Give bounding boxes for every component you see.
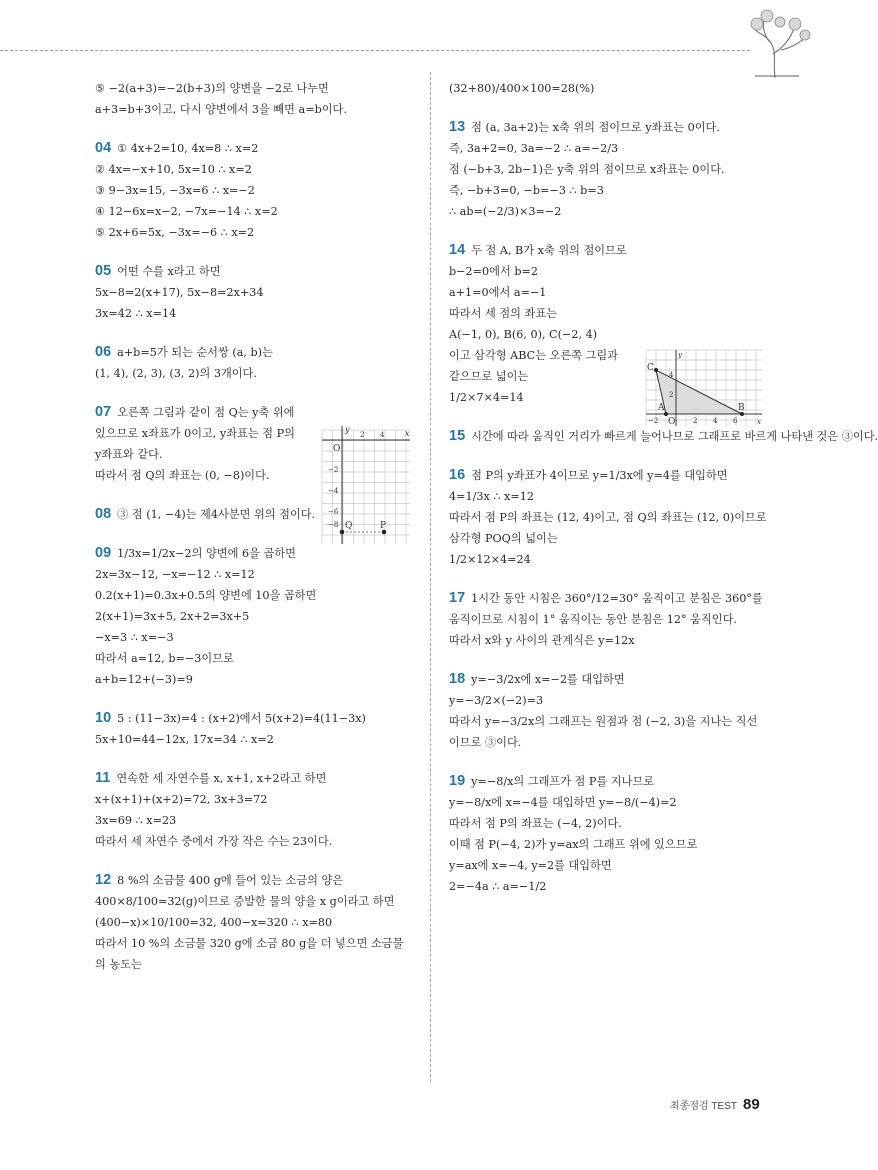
solution-line	[95, 138, 415, 159]
y-axis-label: y	[345, 425, 350, 434]
solution-text: a+1=0에서 a=−1	[449, 286, 547, 299]
solution-text: y=−3/2×(−2)=3	[449, 694, 544, 707]
solution-line	[449, 138, 767, 159]
problem-number: 06	[95, 344, 112, 360]
solution-line	[95, 342, 415, 363]
solution-line	[449, 507, 767, 549]
solution-line	[449, 366, 639, 387]
solution-line	[95, 261, 415, 282]
solution-text: 8 %의 소금물 400 g에 들어 있는 소금의 양은	[117, 874, 344, 887]
problem-number: 04	[95, 140, 112, 156]
problem-number: 09	[95, 545, 112, 561]
solution-text: ④ 12−6x=x−2, −7x=−14 ∴ x=2	[95, 205, 278, 218]
column-divider	[430, 72, 431, 1082]
solution-text: ③ 9−3x=15, −3x=6 ∴ x=−2	[95, 184, 255, 197]
solution-line	[449, 426, 878, 447]
solution-line	[95, 465, 313, 486]
problem-block	[95, 261, 415, 324]
solution-text: 의 농도는	[95, 958, 142, 971]
problem-number: 19	[449, 773, 466, 789]
solution-line	[95, 543, 415, 564]
solution-line	[95, 585, 415, 606]
problem-block	[95, 708, 415, 750]
solution-line	[449, 345, 639, 366]
solution-text: a+b=12+(−3)=9	[95, 673, 193, 686]
solution-line	[449, 486, 767, 507]
problem-number: 07	[95, 404, 112, 420]
solution-line	[95, 669, 415, 690]
solution-line	[449, 813, 767, 834]
solution-line	[449, 159, 767, 180]
solution-text: 시간에 따라 움직인 거리가 빠르게 늘어나므로 그래프로 바르게 나타낸 것은 ③이다.	[471, 430, 878, 443]
solution-text: 1/2×12×4=24	[449, 553, 531, 566]
problem-number: 18	[449, 671, 466, 687]
figure-07-coordinate-grid	[320, 424, 412, 546]
solution-text: 따라서 x와 y 사이의 관계식은 y=12x	[449, 634, 635, 647]
problem-block	[449, 465, 767, 570]
x-tick-label: 4	[713, 417, 718, 425]
solution-line	[95, 222, 415, 243]
solution-line	[449, 324, 639, 345]
problem-number: 10	[95, 710, 112, 726]
solution-text: 따라서 세 자연수 중에서 가장 작은 수는 23이다.	[95, 835, 333, 848]
solution-text: 점 (−b+3, 2b−1)은 y축 위의 점이므로 x좌표는 0이다.	[449, 163, 725, 176]
solution-text: 따라서 점 P의 좌표는 (−4, 2)이다.	[449, 817, 622, 830]
solution-line	[449, 876, 767, 897]
solution-text: (400−x)×10/100=32, 400−x=320 ∴ x=80	[95, 916, 333, 929]
solution-text: 점 P의 y좌표가 4이므로 y=1/3x에 y=4를 대입하면	[471, 469, 728, 482]
solution-text: 1/2×7×4=14	[449, 391, 524, 404]
problem-block	[449, 426, 878, 447]
problem-block	[449, 669, 767, 753]
problem-block	[95, 138, 415, 243]
solution-text: y좌표와 같다.	[95, 448, 163, 461]
problem-number: 17	[449, 590, 466, 606]
solution-line	[95, 444, 313, 465]
x-tick-label: 2	[693, 417, 698, 425]
solution-line	[449, 669, 767, 690]
solution-text: 따라서 a=12, b=−3이므로	[95, 652, 234, 665]
problem-block	[449, 771, 767, 897]
solution-text: 있으므로 x좌표가 0이고, y좌표는 점 P의	[95, 427, 295, 440]
y-axis-label: y	[678, 351, 682, 359]
solution-text: y=−3/2x에 x=−2를 대입하면	[471, 673, 625, 686]
solution-line	[95, 627, 415, 648]
solution-text: 2(x+1)=3x+5, 2x+2=3x+5	[95, 610, 250, 623]
solution-line	[95, 870, 415, 891]
solution-line	[95, 912, 415, 933]
solution-text: x+(x+1)+(x+2)=72, 3x+3=72	[95, 793, 268, 806]
solution-text: (32+80)/400×100=28(%)	[449, 82, 595, 95]
solution-line	[95, 159, 415, 180]
solution-text: 1/3x=1/2x−2의 양변에 6을 곱하면	[117, 547, 296, 560]
problem-number: 05	[95, 263, 112, 279]
problem-block	[449, 78, 767, 99]
solution-line	[449, 549, 767, 570]
solution-text: 이때 점 P(−4, 2)가 y=ax의 그래프 위에 있으므로	[449, 838, 698, 851]
solution-line	[95, 402, 313, 423]
solution-line	[449, 303, 639, 324]
solution-line	[95, 933, 415, 954]
solution-line	[95, 729, 415, 750]
problem-number: 13	[449, 119, 466, 135]
solution-text: 어떤 수를 x라고 하면	[117, 265, 221, 278]
solution-line	[95, 78, 415, 99]
solution-text: b−2=0에서 b=2	[449, 265, 538, 278]
page-footer	[670, 1096, 760, 1113]
solution-line	[95, 891, 415, 912]
problem-block	[95, 78, 415, 120]
x-tick-label: 4	[380, 431, 385, 439]
solution-text: 5x−8=2(x+17), 5x−8=2x+34	[95, 286, 264, 299]
solution-text: A(−1, 0), B(6, 0), C(−2, 4)	[449, 328, 598, 341]
y-tick-label: −8	[328, 521, 339, 529]
problem-block	[95, 402, 313, 486]
solution-line	[449, 690, 767, 711]
solution-text: 따라서 점 Q의 좌표는 (0, −8)이다.	[95, 469, 270, 482]
solution-line	[95, 708, 415, 729]
x-tick-label: −2	[648, 417, 659, 425]
solution-line	[449, 78, 767, 99]
solution-line	[95, 810, 415, 831]
point-b-label: B	[738, 403, 745, 413]
solution-line	[95, 423, 313, 444]
solution-line	[449, 630, 767, 651]
point-q-label: Q	[345, 521, 353, 531]
solution-line	[449, 588, 767, 630]
header-rule	[0, 50, 750, 51]
solution-text: y=ax에 x=−4, y=2를 대입하면	[449, 859, 612, 872]
problem-number: 16	[449, 467, 466, 483]
problem-block	[95, 768, 415, 852]
solution-line	[95, 789, 415, 810]
solution-text: 5 : (11−3x)=4 : (x+2)에서 5(x+2)=4(11−3x)	[117, 712, 366, 725]
point-q-marker	[340, 530, 345, 535]
solution-text: ③ 점 (1, −4)는 제4사분면 위의 점이다.	[117, 508, 316, 521]
solution-line	[95, 282, 415, 303]
solution-line	[449, 711, 767, 753]
solution-text: 두 점 A, B가 x축 위의 점이므로	[471, 244, 627, 257]
problem-number: 11	[95, 770, 111, 786]
solution-text: 점 (a, 3a+2)는 x축 위의 점이므로 y좌표는 0이다.	[471, 121, 720, 134]
problem-block	[449, 588, 767, 651]
point-a-marker	[664, 412, 668, 416]
y-tick-label: 2	[669, 391, 674, 399]
solution-text: 따라서 세 점의 좌표는	[449, 307, 557, 320]
solution-text: 연속한 세 자연수를 x, x+1, x+2라고 하면	[116, 772, 327, 785]
problem-number: 15	[449, 428, 466, 444]
solution-text: 3x=69 ∴ x=23	[95, 814, 177, 827]
solution-text: y=−8/x에 x=−4를 대입하면 y=−8/(−4)=2	[449, 796, 677, 809]
solution-text: 400×8/100=32(g)이므로 증발한 물의 양을 x g이라고 하면	[95, 895, 395, 908]
problem-block	[95, 543, 415, 690]
y-tick-label: −6	[328, 508, 339, 516]
problem-number: 08	[95, 506, 112, 522]
solution-text: (1, 4), (2, 3), (3, 2)의 3개이다.	[95, 367, 257, 380]
solution-text: 3x=42 ∴ x=14	[95, 307, 177, 320]
solution-text: a+b=5가 되는 순서쌍 (a, b)는	[117, 346, 273, 359]
solution-line	[449, 834, 767, 855]
solution-line	[449, 240, 639, 261]
solution-line	[449, 261, 639, 282]
solution-text: 2=−4a ∴ a=−1/2	[449, 880, 547, 893]
solution-line	[95, 648, 415, 669]
point-c-label: C	[647, 363, 654, 373]
y-tick-label: 4	[669, 371, 674, 379]
solution-text: ② 4x=−x+10, 5x=10 ∴ x=2	[95, 163, 252, 176]
solution-line	[449, 282, 639, 303]
solution-text: 0.2(x+1)=0.3x+0.5의 양변에 10을 곱하면	[95, 589, 317, 602]
solution-line	[449, 465, 767, 486]
solution-text: 1시간 동안 시침은 360°/12=30° 움직이고 분침은 360°를 움직이므로 시침이 1° 움직이는 동안 분침은 12° 움직인다.	[449, 592, 763, 626]
solution-line	[95, 201, 415, 222]
y-tick-label: −4	[328, 487, 339, 495]
solution-line	[449, 792, 767, 813]
problem-block	[449, 117, 767, 222]
x-tick-label: 6	[733, 417, 738, 425]
problem-number: 14	[449, 242, 466, 258]
problem-block	[95, 870, 415, 975]
solution-text: 2x=3x−12, −x=−12 ∴ x=12	[95, 568, 255, 581]
page-number: 89	[742, 1096, 760, 1113]
x-axis-label: x	[757, 418, 761, 426]
solution-text: −x=3 ∴ x=−3	[95, 631, 174, 644]
solution-line	[95, 99, 415, 120]
solution-line	[449, 855, 767, 876]
solution-text: 4=1/3x ∴ x=12	[449, 490, 534, 503]
solution-text: ⑤ 2x+6=5x, −3x=−6 ∴ x=2	[95, 226, 255, 239]
solution-text: ① 4x+2=10, 4x=8 ∴ x=2	[117, 142, 259, 155]
tree-illustration	[735, 8, 815, 80]
problem-number: 12	[95, 872, 112, 888]
solution-line	[95, 180, 415, 201]
point-a-label: A	[658, 403, 665, 413]
solution-line	[95, 831, 415, 852]
x-axis-label: x	[405, 429, 410, 438]
solution-line	[95, 363, 415, 384]
origin-label: O	[333, 444, 341, 454]
point-p-label: P	[380, 521, 387, 531]
solution-text: 따라서 점 P의 좌표는 (12, 4)이고, 점 Q의 좌표는 (12, 0)이므로 삼각형 POQ의 넓이는	[449, 511, 767, 545]
solution-text: 따라서 y=−3/2x의 그래프는 원점과 점 (−2, 3)을 지나는 직선이므로 ③이다.	[449, 715, 758, 749]
origin-label: O	[668, 417, 676, 427]
point-c-marker	[654, 368, 658, 372]
footer-label: 최종점검 TEST	[670, 1101, 737, 1112]
solution-text: 같으므로 넓이는	[449, 370, 529, 383]
x-tick-label: 2	[360, 431, 365, 439]
solution-text: ⑤ −2(a+3)=−2(b+3)의 양변을 −2로 나누면	[95, 82, 329, 95]
solution-text: 오른쪽 그림과 같이 점 Q는 y축 위에	[117, 406, 295, 419]
solution-text: 즉, 3a+2=0, 3a=−2 ∴ a=−2/3	[449, 142, 619, 155]
right-column	[449, 78, 878, 915]
solution-line	[95, 768, 415, 789]
solution-line	[449, 771, 767, 792]
figure-14-triangle-grid	[644, 348, 766, 428]
solution-text: a+3=b+3이고, 다시 양변에서 3을 빼면 a=b이다.	[95, 103, 347, 116]
problem-block	[95, 342, 415, 384]
solution-line	[449, 201, 767, 222]
solution-text: ∴ ab=(−2/3)×3=−2	[449, 205, 562, 218]
solution-text: 5x+10=44−12x, 17x=34 ∴ x=2	[95, 733, 274, 746]
solution-line	[449, 387, 639, 408]
solution-text: y=−8/x의 그래프가 점 P를 지나므로	[471, 775, 655, 788]
solution-text: 즉, −b+3=0, −b=−3 ∴ b=3	[449, 184, 604, 197]
solution-line	[95, 303, 415, 324]
y-tick-label: −2	[328, 466, 339, 474]
solution-line	[95, 564, 415, 585]
solution-line	[449, 180, 767, 201]
solution-text: 이고 삼각형 ABC는 오른쪽 그림과	[449, 349, 618, 362]
solution-text: 따라서 10 %의 소금물 320 g에 소금 80 g을 더 넣으면 소금물	[95, 937, 404, 950]
solution-line	[95, 954, 415, 975]
solution-line	[95, 606, 415, 627]
solution-line	[449, 117, 767, 138]
problem-block	[449, 240, 639, 408]
